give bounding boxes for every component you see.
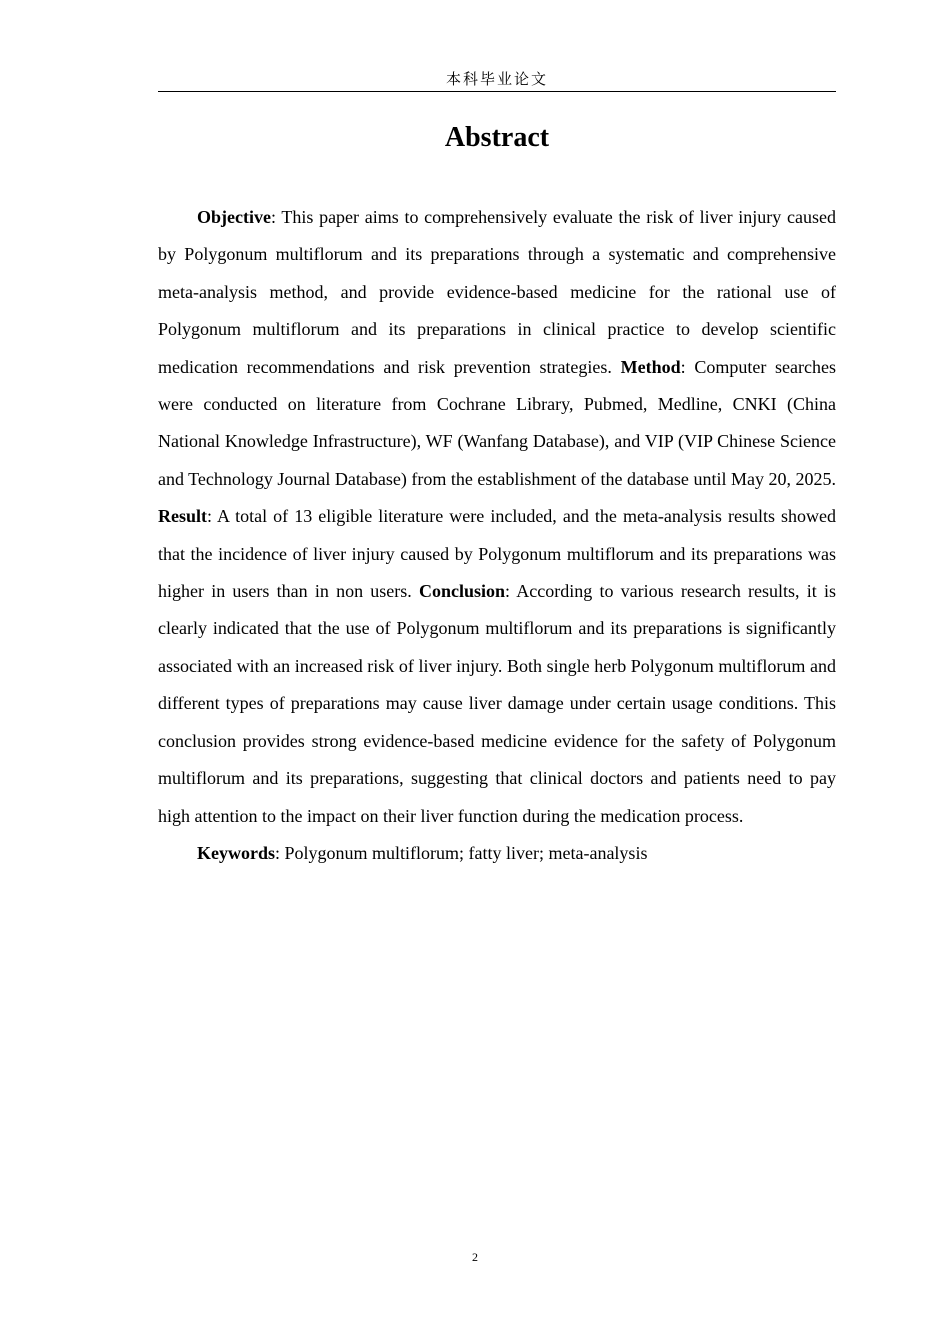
result-text: : A total of 13 eligible literature were included, and the meta-analysis results showed that the incidence of liver injury caused by Polygonum multiflorum and its preparations was higher in users than in non users.: [158, 506, 836, 602]
keywords-paragraph: [158, 835, 836, 872]
conclusion-text: : According to various research results, it is clearly indicated that the use of Polygonum multiflorum and its preparations is significantly associated with an increased risk of liver injury. Both single herb Polygonum multiflorum and different types of preparations may cause liver damage under certain usage conditions. This conclusion provides strong evidence-based medicine evidence for the safety of Polygonum multiflorum and its preparations, suggesting that clinical doctors and patients need to pay high attention to the impact on their liver function during the medication process.: [158, 581, 836, 826]
page-number: 2: [472, 1250, 478, 1264]
abstract-body: [158, 199, 836, 872]
page-header: [158, 68, 836, 92]
conclusion-label: Conclusion: [419, 581, 506, 602]
page-title: Abstract: [444, 122, 550, 153]
header-text: 本科毕业论文: [445, 70, 548, 88]
result-label: Result: [158, 506, 207, 527]
objective-label: Objective: [197, 207, 271, 227]
abstract-paragraph: [158, 199, 836, 835]
objective-text: : This paper aims to comprehensively evaluate the risk of liver injury caused by Polygonum multiflorum and its preparations through a systematic and comprehensive meta-analysis method, and provide evidence-based medicine for the rational use of Polygonum multiflorum and its preparations in clinical practice to develop scientific medication recommendations and risk prevention strategies.: [158, 207, 836, 377]
keywords-label: Keywords: [197, 842, 275, 863]
method-text: : Computer searches were conducted on literature from Cochrane Library, Pubmed, Medline, CNKI (China National Knowledge Infrastructure), WF (Wanfang Database), and VIP (VIP Chinese Science and Technology Journal Database) from the establishment of the database until May 20, 2025.: [158, 356, 836, 489]
keywords-text: : Polygonum multiflorum; fatty liver; meta-analysis: [275, 842, 648, 863]
method-label: Method: [620, 356, 681, 377]
